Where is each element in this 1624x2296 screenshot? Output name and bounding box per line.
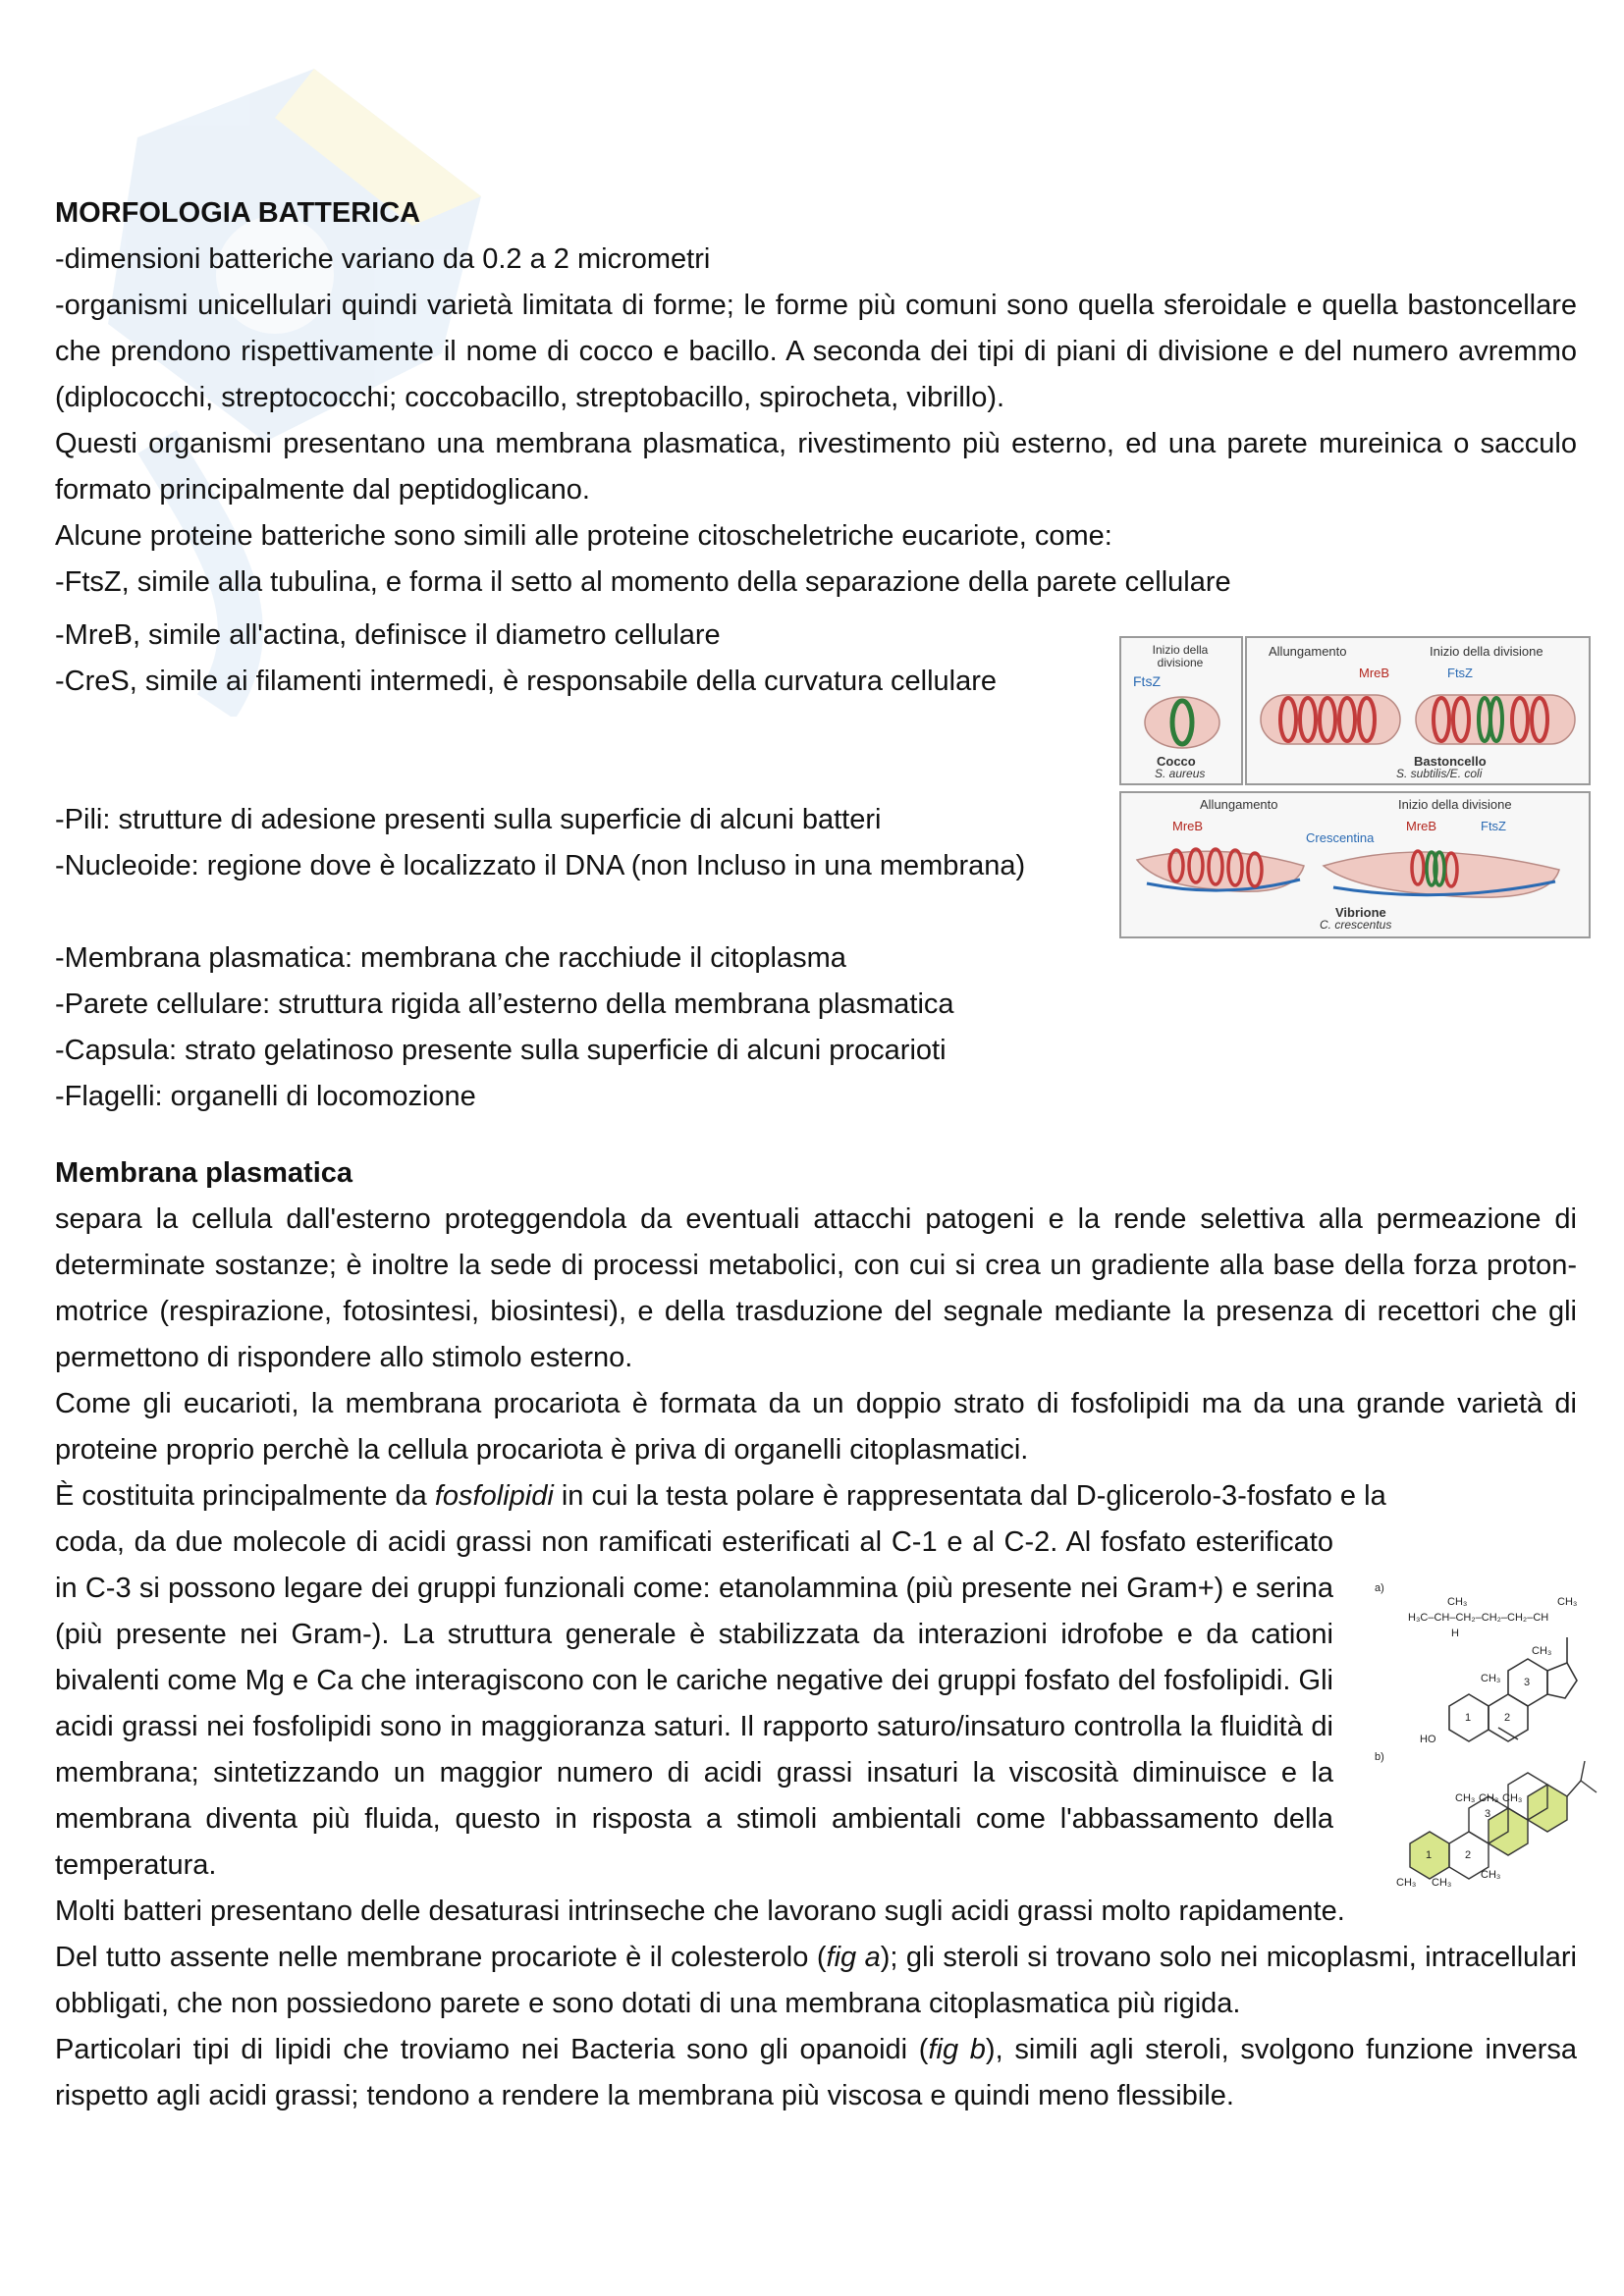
- figure-label: Vibrione: [1335, 905, 1386, 920]
- figure-label: Allungamento: [1200, 797, 1278, 812]
- figure-box-cocco: [1119, 636, 1243, 785]
- figure-label: S. aureus: [1155, 767, 1206, 780]
- figure-label: CH₃: [1432, 1877, 1452, 1889]
- figure-label: CH₃: [1479, 1792, 1499, 1804]
- figure-label: C. crescentus: [1320, 918, 1392, 932]
- paragraph: -dimensioni batteriche variano da 0.2 a 2 micrometri: [55, 243, 711, 275]
- figure-label: CH₃: [1532, 1645, 1552, 1657]
- list-item: -Nucleoide: regione dove è localizzato il DNA (non Incluso in una membrana): [55, 850, 1026, 881]
- figure-label: FtsZ: [1481, 819, 1506, 833]
- section-morfologia-list-a: [55, 613, 1076, 705]
- figure-label: MreB: [1359, 666, 1390, 680]
- section-membrana: [55, 1150, 1577, 1520]
- figure-bacteria-cytoskeleton: [1119, 636, 1591, 938]
- figure-label: CH₃: [1502, 1792, 1523, 1804]
- figure-label: 2: [1504, 1712, 1511, 1724]
- paragraph: coda, da due molecole di acidi grassi non ramificati esterificati al C-1 e al C-2. Al fosfato esterificato in C-3 si possono legare dei gruppi funzionali come: etanolammina (più presente nei Gram+) e serina (più presente nei Gram-). La struttura generale è stabilizzata da interazioni idrofobe e da cationi bivalenti come Mg e Ca che interagiscono con le cariche negative dei gruppi fosfato del fosfolipidi. Gli acidi grassi nei fosfolipidi sono in maggioranza saturi. Il rapporto saturo/insaturo controlla la fluidità di membrana; sintetizzando un maggior numero di acidi grassi insaturi la viscosità diminuisce e la membrana diventa più fluida, questo in risposta a stimoli ambientali come l'abbassamento della temperatura.: [55, 1526, 1333, 1881]
- figure-label: CH₃: [1455, 1792, 1476, 1804]
- figure-label: CH₃: [1481, 1673, 1501, 1684]
- figure-label: FtsZ: [1133, 673, 1161, 689]
- section-morfologia: [55, 190, 1577, 606]
- list-item: -FtsZ, simile alla tubulina, e forma il setto al momento della separazione della parete cellulare: [55, 566, 1231, 598]
- list-item: -Capsula: strato gelatinoso presente sulla superficie di alcuni procarioti: [55, 1035, 947, 1066]
- section-title: MORFOLOGIA BATTERICA: [55, 197, 421, 229]
- section-membrana-bottom: [55, 1889, 1577, 2119]
- coccus-cell-icon: [1135, 693, 1229, 752]
- figure-label: H₃C–CH–CH₂–CH₂–CH₂–CH: [1408, 1612, 1549, 1624]
- figure-label: 3: [1485, 1808, 1491, 1820]
- figure-label: a): [1375, 1582, 1384, 1594]
- text-run: in cui la testa polare è rappresentata dal D-glicerolo-3-fosfato e la: [553, 1480, 1386, 1512]
- section-membrana-wrapped: [55, 1520, 1333, 1889]
- paragraph: [55, 2027, 1577, 2119]
- vibrio-cells-icon: [1127, 840, 1583, 905]
- paragraph: separa la cellula dall'esterno proteggendola da eventuali attacchi patogeni e la rende selettiva alla permeazione di determinate sostanze; è inoltre la sede di processi metabolici, con cui si crea un gradiente alla base della forza proton-motrice (respirazione, fotosintesi, biosintesi), e della trasduzione del segnale mediante la presenza di recettori che gli permettono di rispondere allo stimolo esterno.: [55, 1203, 1577, 1373]
- text-run: Particolari tipi di lipidi che troviamo nei Bacteria sono gli opanoidi (: [55, 2034, 929, 2065]
- figure-label: 1: [1465, 1712, 1472, 1724]
- figure-label: MreB: [1172, 819, 1204, 833]
- figure-label: Cocco: [1157, 754, 1196, 769]
- list-item: -Membrana plasmatica: membrana che racchiude il citoplasma: [55, 942, 846, 974]
- section-title: Membrana plasmatica: [55, 1157, 353, 1189]
- section-morfologia-list-c: [55, 935, 1577, 1120]
- figure-box-bastoncello: [1245, 636, 1591, 785]
- text-emphasis: fosfolipidi: [434, 1480, 554, 1512]
- paragraph: Questi organismi presentano una membrana plasmatica, rivestimento più esterno, ed una parete mureinica o sacculo formato principalmente dal peptidoglicano.: [55, 428, 1577, 506]
- figure-label: CH₃: [1481, 1869, 1501, 1881]
- figure-label: HO: [1420, 1734, 1436, 1745]
- figure-label: 1: [1426, 1849, 1433, 1861]
- text-run: ), simili agli steroli, svolgono funzione inversa rispetto agli acidi grassi; tendono a rendere la membrana più viscosa e quindi meno flessibile.: [55, 2034, 1577, 2111]
- paragraph: [55, 1935, 1577, 2027]
- figure-label: CH₃: [1447, 1596, 1468, 1608]
- paragraph: [55, 1473, 1577, 1520]
- text-run: Del tutto assente nelle membrane procariote è il colesterolo (: [55, 1942, 827, 1973]
- text-emphasis: fig b: [928, 2034, 986, 2065]
- list-item: -CreS, simile ai filamenti intermedi, è responsabile della curvatura cellulare: [55, 666, 998, 697]
- figure-label: CH₃: [1396, 1877, 1417, 1889]
- sterol-structures-icon: [1371, 1578, 1600, 1893]
- rod-cells-icon: [1253, 685, 1581, 754]
- figure-label: S. subtilis/E. coli: [1396, 767, 1483, 780]
- text-run: È costituita principalmente da: [55, 1480, 435, 1512]
- paragraph: -organismi unicellulari quindi varietà limitata di forme; le forme più comuni sono quella sferoidale e quella bastoncellare che prendono rispettivamente il nome di cocco e bacillo. A seconda dei tipi di piani di divisione e del numero avremmo (diplococchi, streptococchi; coccobacillo, streptobacillo, spirocheta, vibrillo).: [55, 290, 1577, 413]
- figure-label: Inizio della divisione: [1430, 644, 1543, 659]
- text-run: ); gli steroli si trovano solo nei micoplasmi, intracellulari obbligati, che non possiedono parete e sono dotati di una membrana citoplasmatica più rigida.: [55, 1942, 1577, 2019]
- list-item: -MreB, simile all'actina, definisce il diametro cellulare: [55, 619, 721, 651]
- figure-label: 2: [1465, 1849, 1472, 1861]
- paragraph: Come gli eucarioti, la membrana procariota è formata da un doppio strato di fosfolipidi ma da una grande varietà di proteine proprio perchè la cellula procariota è priva di organelli citoplasmatici.: [55, 1388, 1577, 1466]
- paragraph: Alcune proteine batteriche sono simili alle proteine citoscheletriche eucariote, come:: [55, 520, 1112, 552]
- figure-label: Bastoncello: [1414, 754, 1487, 769]
- figure-label: b): [1375, 1751, 1384, 1763]
- figure-sterols: [1371, 1578, 1600, 1893]
- figure-label: FtsZ: [1447, 666, 1473, 680]
- figure-label: MreB: [1406, 819, 1437, 833]
- figure-label: Allungamento: [1269, 644, 1347, 659]
- figure-label: Inizio della divisione: [1398, 797, 1512, 812]
- figure-box-vibrione: [1119, 791, 1591, 938]
- figure-label: 3: [1524, 1677, 1531, 1688]
- figure-label: CH₃: [1557, 1596, 1578, 1608]
- list-item: -Flagelli: organelli di locomozione: [55, 1081, 476, 1112]
- figure-label: Crescentina: [1306, 830, 1375, 845]
- list-item: -Parete cellulare: struttura rigida all’esterno della membrana plasmatica: [55, 988, 954, 1020]
- section-morfologia-list-b: [55, 797, 1076, 889]
- paragraph: Molti batteri presentano delle desaturasi intrinseche che lavorano sugli acidi grassi molto rapidamente.: [55, 1896, 1345, 1927]
- text-emphasis: fig a: [826, 1942, 881, 1973]
- list-item: -Pili: strutture di adesione presenti sulla superficie di alcuni batteri: [55, 804, 882, 835]
- figure-label: H: [1451, 1628, 1459, 1639]
- figure-label: Inizio della divisione: [1152, 643, 1209, 669]
